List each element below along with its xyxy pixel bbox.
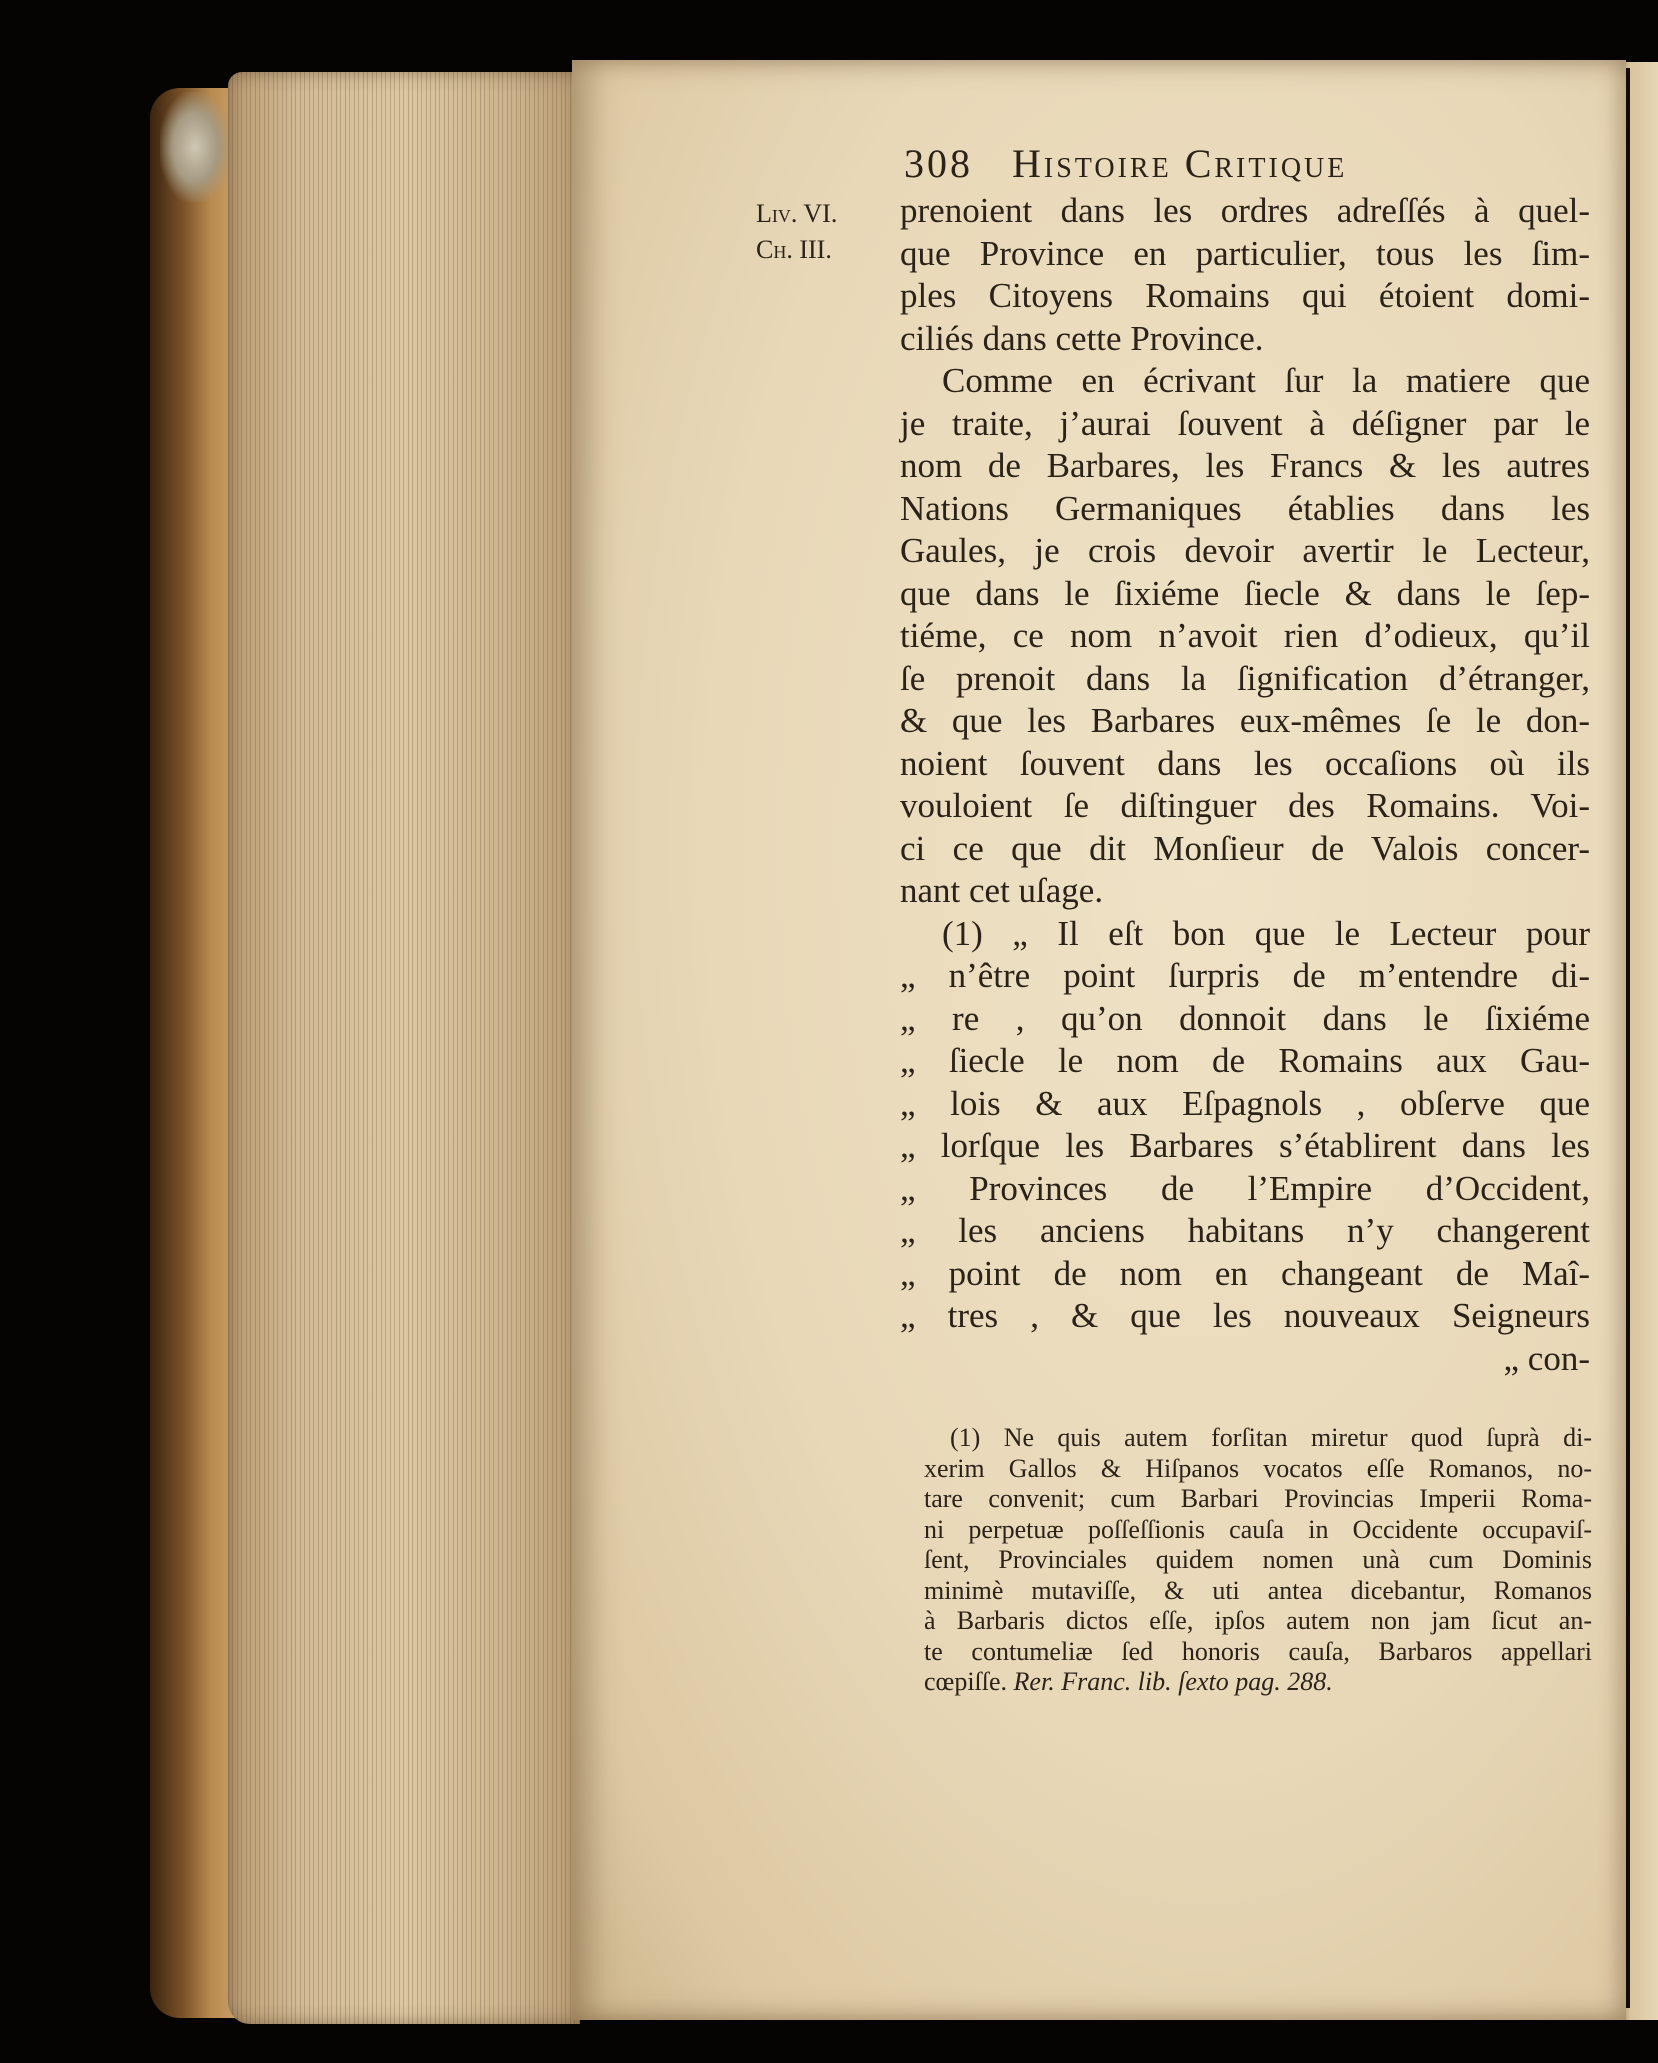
text-line: que Province en particulier, tous les ſim- (900, 233, 1590, 273)
page-edges (228, 72, 580, 2024)
footnote-line: (1) Ne quis autem forſitan miretur quod ſuprà di- (950, 1423, 1592, 1452)
text-line: nant cet uſage. (900, 871, 1104, 910)
catchword: „ con- (1503, 1338, 1590, 1378)
running-title: Histoire Critique (1012, 141, 1348, 186)
text-line: Nations Germaniques établies dans les (900, 488, 1590, 528)
footnote-reference: Rer. Franc. lib. ſexto pag. 288. (1013, 1667, 1333, 1696)
quote-line: (1) „ Il eſt bon que le Lecteur pour (942, 913, 1590, 953)
running-header (904, 140, 1544, 187)
margin-note (756, 196, 886, 268)
quote-line: „ ſiecle le nom de Romains aux Gau- (900, 1041, 1590, 1080)
body-text (900, 190, 1590, 1380)
text-line: ciliés dans cette Province. (900, 318, 1264, 358)
margin-note-chapter: Ch. III. (756, 235, 832, 264)
margin-note-book: Liv. VI. (756, 199, 838, 228)
text-line: noient ſouvent dans les occaſions où ils (900, 743, 1590, 783)
footnote-last-line (924, 1667, 1592, 1698)
footnote (924, 1423, 1592, 1698)
text-line: ples Citoyens Romains qui étoient domi- (900, 276, 1590, 315)
quote-line: „ lorſque les Barbares s’établirent dans les (900, 1126, 1590, 1165)
text-line: vouloient ſe diſtinguer des Romains. Voi- (900, 786, 1590, 825)
text-line: nom de Barbares, les Francs & les autres (900, 446, 1590, 485)
page-number: 308 (904, 141, 973, 186)
footnote-line: te contumeliæ ſed honoris cauſa, Barbaros appellari (924, 1636, 1592, 1666)
text-line: ci ce que dit Monſieur de Valois concer- (900, 828, 1590, 868)
spine-wear (160, 92, 230, 202)
quote-line: „ n’être point ſurpris de m’entendre di- (900, 956, 1590, 995)
quote-line: „ tres , & que les nouveaux Seigneurs (900, 1296, 1590, 1335)
text-line: ſe prenoit dans la ſignification d’étranger, (900, 658, 1590, 698)
footnote-text-end: cœpiſſe. (924, 1667, 1008, 1696)
footnote-line: tare convenit; cum Barbari Provincias Imperii Roma- (924, 1484, 1592, 1513)
text-line: Comme en écrivant ſur la matiere que (942, 361, 1590, 400)
text-line: prenoient dans les ordres adreſſés à quel- (900, 191, 1590, 230)
text-line: je traite, j’aurai ſouvent à déſigner par le (900, 403, 1590, 443)
quote-line: „ lois & aux Eſpagnols , obſerve que (900, 1083, 1590, 1123)
quote-line: „ les anciens habitans n’y changerent (900, 1211, 1590, 1250)
footnote-line: minimè mutaviſſe, & uti antea dicebantur, Romanos (924, 1575, 1592, 1605)
text-line: Gaules, je crois devoir avertir le Lecteur, (900, 531, 1590, 570)
text-line: que dans le ſixiéme ſiecle & dans le ſep- (900, 573, 1590, 613)
quote-line: „ Provinces de l’Empire d’Occident, (900, 1168, 1590, 1208)
text-line: & que les Barbares eux-mêmes ſe le don- (900, 701, 1590, 740)
text-line: tiéme, ce nom n’avoit rien d’odieux, qu’il (900, 616, 1590, 655)
quote-line: „ re , qu’on donnoit dans le ſixiéme (900, 998, 1590, 1038)
footnote-line: ſent, Provinciales quidem nomen unà cum Dominis (924, 1545, 1592, 1574)
footnote-line: ni perpetuæ poſſeſſionis cauſa in Occidente occupaviſ- (924, 1514, 1592, 1544)
footnote-line: xerim Gallos & Hiſpanos vocatos eſſe Romanos, no- (924, 1453, 1592, 1483)
footnote-line: à Barbaris dictos eſſe, ipſos autem non jam ſicut an- (924, 1606, 1592, 1635)
quote-line: „ point de nom en changeant de Maî- (900, 1253, 1590, 1293)
